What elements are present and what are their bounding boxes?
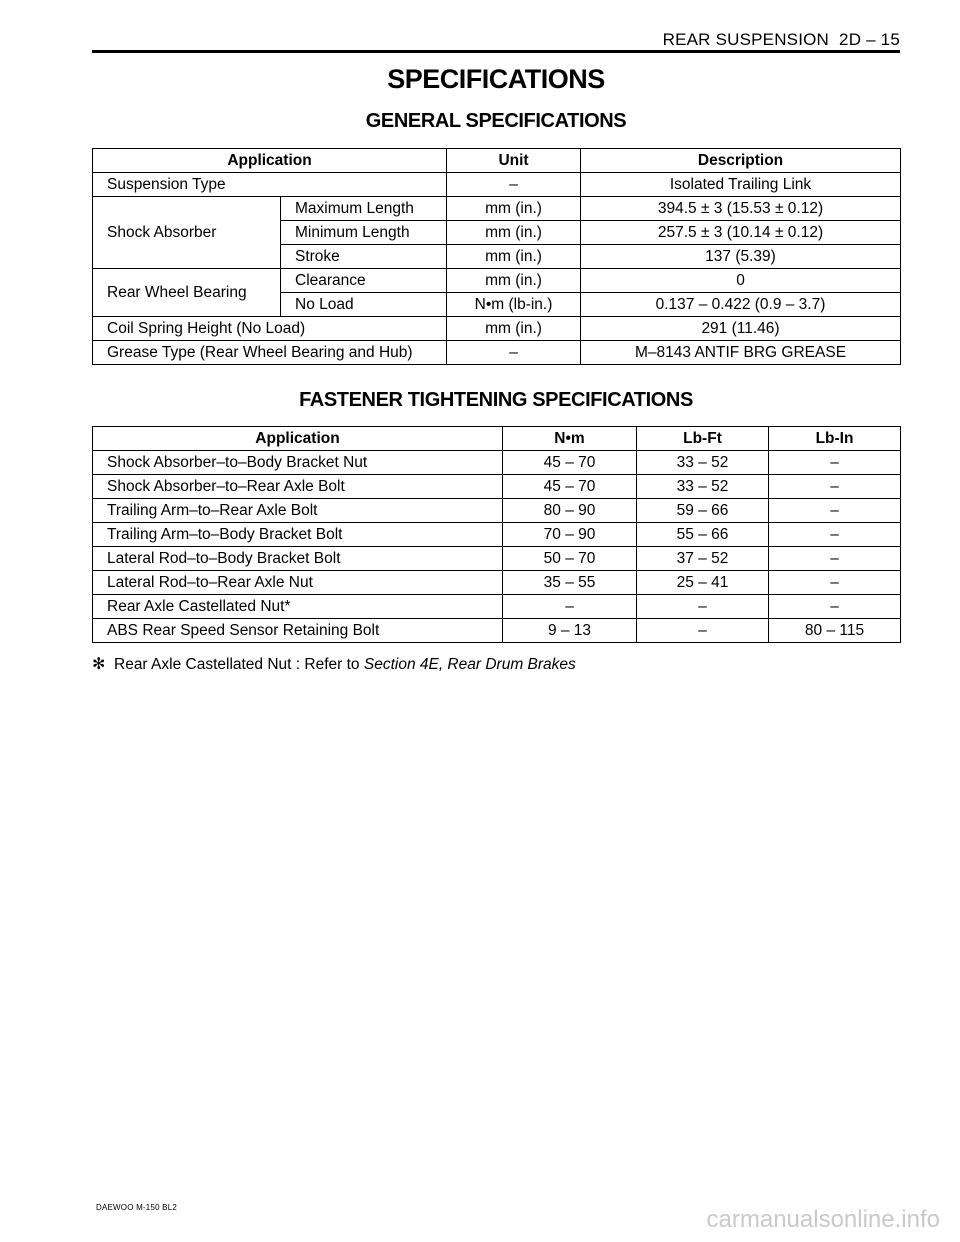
table-row xyxy=(93,619,901,643)
application-cell: Shock Absorber–to–Rear Axle Bolt xyxy=(93,475,503,499)
footnote-reference: Section 4E, Rear Drum Brakes xyxy=(363,656,576,673)
unit-cell: mm (in.) xyxy=(447,197,581,221)
footnote xyxy=(92,654,576,674)
table-row xyxy=(93,269,901,293)
table-row xyxy=(93,197,901,221)
application-cell: Lateral Rod–to–Body Bracket Bolt xyxy=(93,547,503,571)
header-rule xyxy=(92,50,900,53)
application-cell: Trailing Arm–to–Body Bracket Bolt xyxy=(93,523,503,547)
table-row xyxy=(93,317,901,341)
unit-cell: mm (in.) xyxy=(447,317,581,341)
document-code: DAEWOO M-150 BL2 xyxy=(96,1203,178,1212)
column-header: Description xyxy=(581,149,901,173)
fastener-specifications-table xyxy=(92,426,901,643)
description-cell: 394.5 ± 3 (15.53 ± 0.12) xyxy=(581,197,901,221)
description-cell: 0 xyxy=(581,269,901,293)
table-row xyxy=(93,475,901,499)
table-header-row xyxy=(93,427,901,451)
nm-cell: 80 – 90 xyxy=(503,499,637,523)
nm-cell: 9 – 13 xyxy=(503,619,637,643)
column-header: N•m xyxy=(503,427,637,451)
application-cell: Coil Spring Height (No Load) xyxy=(93,317,447,341)
lbin-cell: – xyxy=(769,499,901,523)
unit-cell: mm (in.) xyxy=(447,221,581,245)
lbin-cell: – xyxy=(769,571,901,595)
general-specifications-heading: GENERAL SPECIFICATIONS xyxy=(365,110,627,132)
table-row xyxy=(93,523,901,547)
lbin-cell: – xyxy=(769,451,901,475)
item-cell: Clearance xyxy=(281,269,447,293)
description-cell: 291 (11.46) xyxy=(581,317,901,341)
asterisk-icon: ✻ xyxy=(92,656,106,673)
application-cell: Shock Absorber xyxy=(93,197,281,269)
description-cell: 257.5 ± 3 (10.14 ± 0.12) xyxy=(581,221,901,245)
running-header xyxy=(92,30,900,50)
nm-cell: – xyxy=(503,595,637,619)
lbin-cell: – xyxy=(769,595,901,619)
application-cell: ABS Rear Speed Sensor Retaining Bolt xyxy=(93,619,503,643)
application-cell: Suspension Type xyxy=(93,173,447,197)
table-row xyxy=(93,595,901,619)
unit-cell: – xyxy=(447,341,581,365)
watermark: carmanualsonline.info xyxy=(706,1206,940,1233)
lbft-cell: – xyxy=(637,595,769,619)
item-cell: No Load xyxy=(281,293,447,317)
lbft-cell: 59 – 66 xyxy=(637,499,769,523)
table-row xyxy=(93,173,901,197)
lbft-cell: 25 – 41 xyxy=(637,571,769,595)
column-header: Lb-In xyxy=(769,427,901,451)
column-header: Unit xyxy=(447,149,581,173)
lbft-cell: 55 – 66 xyxy=(637,523,769,547)
lbft-cell: 33 – 52 xyxy=(637,475,769,499)
unit-cell: N•m (lb-in.) xyxy=(447,293,581,317)
application-cell: Rear Wheel Bearing xyxy=(93,269,281,317)
item-cell: Stroke xyxy=(281,245,447,269)
lbft-cell: 33 – 52 xyxy=(637,451,769,475)
table-row xyxy=(93,341,901,365)
unit-cell: mm (in.) xyxy=(447,245,581,269)
fastener-specifications-heading: FASTENER TIGHTENING SPECIFICATIONS xyxy=(299,389,693,411)
nm-cell: 35 – 55 xyxy=(503,571,637,595)
description-cell: 0.137 – 0.422 (0.9 – 3.7) xyxy=(581,293,901,317)
item-cell: Maximum Length xyxy=(281,197,447,221)
application-cell: Lateral Rod–to–Rear Axle Nut xyxy=(93,571,503,595)
unit-cell: mm (in.) xyxy=(447,269,581,293)
section-title: REAR SUSPENSION xyxy=(662,30,830,49)
nm-cell: 45 – 70 xyxy=(503,475,637,499)
table-row xyxy=(93,451,901,475)
application-cell: Trailing Arm–to–Rear Axle Bolt xyxy=(93,499,503,523)
nm-cell: 45 – 70 xyxy=(503,451,637,475)
page-number: 2D – 15 xyxy=(839,30,900,49)
application-cell: Rear Axle Castellated Nut* xyxy=(93,595,503,619)
description-cell: Isolated Trailing Link xyxy=(581,173,901,197)
nm-cell: 70 – 90 xyxy=(503,523,637,547)
column-header: Application xyxy=(93,149,447,173)
lbin-cell: – xyxy=(769,547,901,571)
column-header: Lb-Ft xyxy=(637,427,769,451)
column-header: Application xyxy=(93,427,503,451)
page-title: SPECIFICATIONS xyxy=(387,64,605,94)
lbin-cell: 80 – 115 xyxy=(769,619,901,643)
table-row xyxy=(93,547,901,571)
lbft-cell: 37 – 52 xyxy=(637,547,769,571)
lbin-cell: – xyxy=(769,475,901,499)
lbft-cell: – xyxy=(637,619,769,643)
table-header-row xyxy=(93,149,901,173)
description-cell: 137 (5.39) xyxy=(581,245,901,269)
item-cell: Minimum Length xyxy=(281,221,447,245)
application-cell: Grease Type (Rear Wheel Bearing and Hub) xyxy=(93,341,447,365)
footnote-text: Rear Axle Castellated Nut : Refer to xyxy=(114,656,360,673)
description-cell: M–8143 ANTIF BRG GREASE xyxy=(581,341,901,365)
table-row xyxy=(93,499,901,523)
table-row xyxy=(93,571,901,595)
unit-cell: – xyxy=(447,173,581,197)
application-cell: Shock Absorber–to–Body Bracket Nut xyxy=(93,451,503,475)
nm-cell: 50 – 70 xyxy=(503,547,637,571)
general-specifications-table xyxy=(92,148,901,365)
lbin-cell: – xyxy=(769,523,901,547)
